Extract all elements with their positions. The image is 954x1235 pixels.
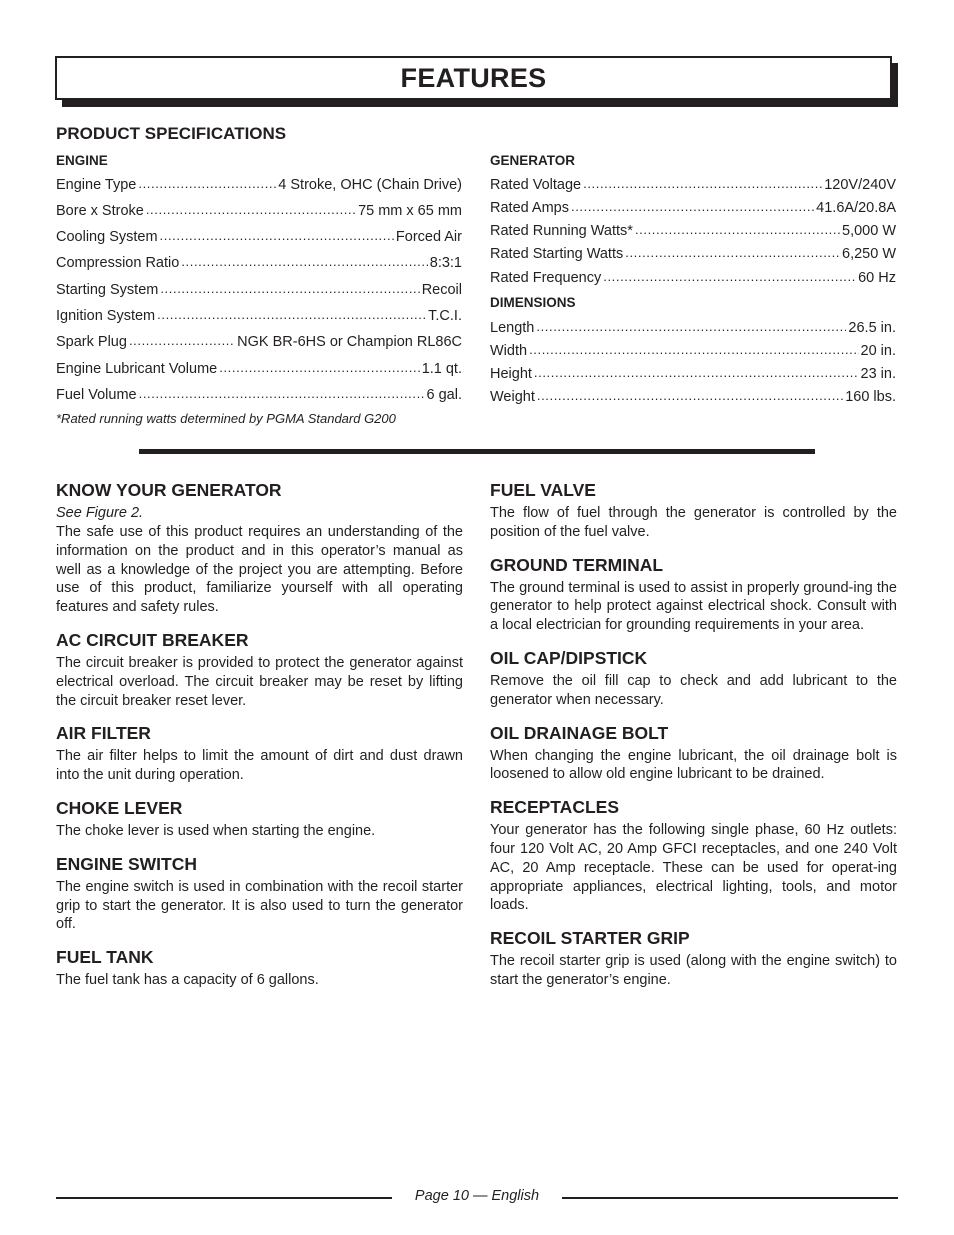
dot-leader [583, 174, 822, 189]
feature-section [56, 480, 463, 617]
page-footer: Page 10 — English [414, 1188, 540, 1204]
feature-description: The recoil starter grip is used (along with the engine switch) to start the generator’s engine. [490, 953, 897, 988]
spec-value: T.C.I. [428, 307, 462, 324]
spec-value: 6,250 W [842, 246, 896, 263]
spec-row [56, 174, 462, 200]
feature-heading: OIL CAP/DIPSTICK [490, 647, 648, 668]
feature-description: The circuit breaker is provided to protect the generator against electrical overload. The circuit breaker may be reset by lifting the circuit breaker reset lever. [56, 654, 463, 709]
dot-leader [138, 174, 276, 189]
figure-reference: See Figure 2. [56, 505, 144, 521]
specifications-heading: PRODUCT SPECIFICATIONS [56, 124, 287, 143]
dot-leader [139, 384, 425, 399]
generator-heading: GENERATOR [490, 153, 576, 168]
spec-value: 75 mm x 65 mm [358, 202, 462, 219]
feature-heading: RECEPTACLES [490, 797, 619, 818]
spec-label: Ignition System [56, 307, 156, 324]
feature-heading: FUEL VALVE [490, 480, 596, 500]
spec-label: Height [490, 365, 532, 382]
dot-leader [603, 267, 856, 282]
spec-row [490, 221, 896, 244]
dot-leader [625, 244, 840, 259]
dimensions-heading: DIMENSIONS [490, 295, 576, 310]
spec-row [56, 253, 462, 279]
spec-value: 23 in. [860, 365, 896, 382]
page-title: FEATURES [400, 62, 547, 93]
dot-leader [534, 363, 859, 378]
dot-leader [146, 200, 356, 215]
dimensions-spec-list [490, 317, 896, 409]
spec-label: Bore x Stroke [56, 202, 144, 219]
feature-description: The engine switch is used in combination with the recoil starter grip to start the generator. It is also used to turn the generator off. [56, 878, 463, 933]
feature-description: Your generator has the following single phase, 60 Hz outlets: four 120 Volt AC, 20 Amp GFCI receptacles, and one 240 Volt AC, 20 Amp receptacle. These can be used for operat-ing appropriate appliances, electrical lighting, tools, and motor loads. [490, 822, 897, 914]
spec-label: Starting System [56, 281, 159, 298]
spec-row [56, 332, 462, 358]
spec-label: Rated Frequency [490, 269, 602, 286]
feature-heading: GROUND TERMINAL [490, 554, 664, 575]
feature-section [490, 648, 897, 710]
feature-description: The fuel tank has a capacity of 6 gallons. [56, 972, 319, 989]
features-left-column [56, 480, 463, 1003]
spec-row [56, 279, 462, 305]
spec-label: Rated Amps [490, 199, 569, 216]
spec-value: Forced Air [395, 229, 462, 246]
spec-row [490, 267, 896, 290]
spec-row [56, 227, 462, 253]
feature-heading: OIL DRAINAGE BOLT [490, 722, 669, 743]
engine-spec-list [56, 174, 462, 411]
dot-leader [181, 253, 427, 268]
feature-heading: FUEL TANK [56, 947, 154, 968]
dot-leader [219, 358, 419, 373]
feature-description: The flow of fuel through the generator is controlled by the position of the fuel valve. [490, 505, 897, 540]
feature-section [56, 798, 463, 841]
spec-value: 60 Hz [858, 269, 896, 286]
feature-heading: ENGINE SWITCH [56, 853, 197, 874]
feature-heading: KNOW YOUR GENERATOR [56, 480, 282, 500]
feature-description: When changing the engine lubricant, the oil drainage bolt is loosened to allow old engine lubricant to be drained. [490, 747, 897, 783]
spec-row [490, 386, 896, 409]
spec-value: 26.5 in. [848, 319, 896, 336]
spec-row [490, 317, 896, 340]
feature-section [490, 928, 897, 990]
spec-label: Fuel Volume [56, 386, 137, 403]
spec-row [56, 358, 462, 384]
spec-label: Rated Starting Watts [490, 246, 624, 263]
dot-leader [537, 386, 843, 401]
feature-description: The choke lever is used when starting the engine. [56, 822, 376, 839]
spec-value: 120V/240V [824, 176, 896, 193]
dot-leader [635, 221, 840, 236]
spec-value: 5,000 W [842, 223, 896, 240]
feature-heading: RECOIL STARTER GRIP [490, 928, 690, 949]
spec-row [490, 363, 896, 386]
spec-row [490, 244, 896, 267]
spec-value: Recoil [421, 281, 462, 298]
feature-section [490, 555, 897, 635]
spec-row [56, 305, 462, 331]
feature-section [490, 480, 897, 542]
feature-description: The air filter helps to limit the amount of dirt and dust drawn into the unit during operation. [56, 748, 463, 784]
features-right-column [490, 480, 897, 1003]
spec-value: NGK BR-6HS or Champion RL86C [237, 334, 462, 351]
spec-value: 41.6A/20.8A [816, 199, 896, 216]
spec-row [490, 340, 896, 363]
dot-leader [571, 197, 814, 212]
feature-section [490, 797, 897, 915]
dot-leader [129, 332, 235, 347]
feature-heading: AC CIRCUIT BREAKER [56, 629, 249, 650]
title-banner [55, 56, 892, 100]
rated-watts-footnote: *Rated running watts determined by PGMA Standard G200 [56, 411, 396, 426]
spec-value: 4 Stroke, OHC (Chain Drive) [278, 176, 462, 193]
feature-section [490, 723, 897, 785]
feature-description: The ground terminal is used to assist in properly ground-ing the generator to help protect against electrical shock. Consult with a local electrician for grounding requirements in your area. [490, 579, 897, 634]
spec-value: 160 lbs. [845, 388, 896, 405]
spec-row [56, 384, 462, 410]
feature-heading: AIR FILTER [56, 723, 151, 744]
spec-label: Compression Ratio [56, 255, 180, 272]
dot-leader [536, 317, 846, 332]
generator-spec-list [490, 174, 896, 290]
spec-label: Length [490, 319, 535, 336]
feature-section [56, 723, 463, 785]
dot-leader [529, 340, 858, 355]
spec-value: 20 in. [860, 342, 896, 359]
engine-heading: ENGINE [56, 153, 108, 168]
spec-value: 1.1 qt. [421, 360, 462, 377]
spec-value: 6 gal. [426, 386, 462, 403]
spec-label: Cooling System [56, 229, 158, 246]
spec-row [56, 200, 462, 226]
feature-section [56, 947, 463, 990]
dot-leader [157, 305, 426, 320]
spec-label: Spark Plug [56, 334, 127, 351]
feature-description: The safe use of this product requires an understanding of the information on the product and in this operator’s manual as well as a knowledge of the project you are attempting. Before use of this product, familiarize yourself with all operating features and safety rules. [56, 524, 463, 616]
spec-label: Rated Running Watts* [490, 223, 633, 240]
feature-description: Remove the oil fill cap to check and add lubricant to the generator when necessary. [490, 672, 897, 708]
spec-row [490, 197, 896, 220]
section-divider [139, 449, 815, 454]
spec-label: Width [490, 342, 528, 359]
feature-section [56, 630, 463, 710]
spec-value: 8:3:1 [429, 255, 462, 272]
dot-leader [160, 279, 419, 294]
spec-row [490, 174, 896, 197]
feature-section [56, 854, 463, 934]
footer-rule-right [562, 1197, 898, 1199]
dot-leader [160, 227, 394, 242]
feature-heading: CHOKE LEVER [56, 797, 183, 818]
spec-label: Engine Type [56, 176, 137, 193]
spec-label: Weight [490, 388, 535, 405]
footer-rule-left [56, 1197, 392, 1199]
spec-label: Engine Lubricant Volume [56, 360, 218, 377]
spec-label: Rated Voltage [490, 176, 582, 193]
